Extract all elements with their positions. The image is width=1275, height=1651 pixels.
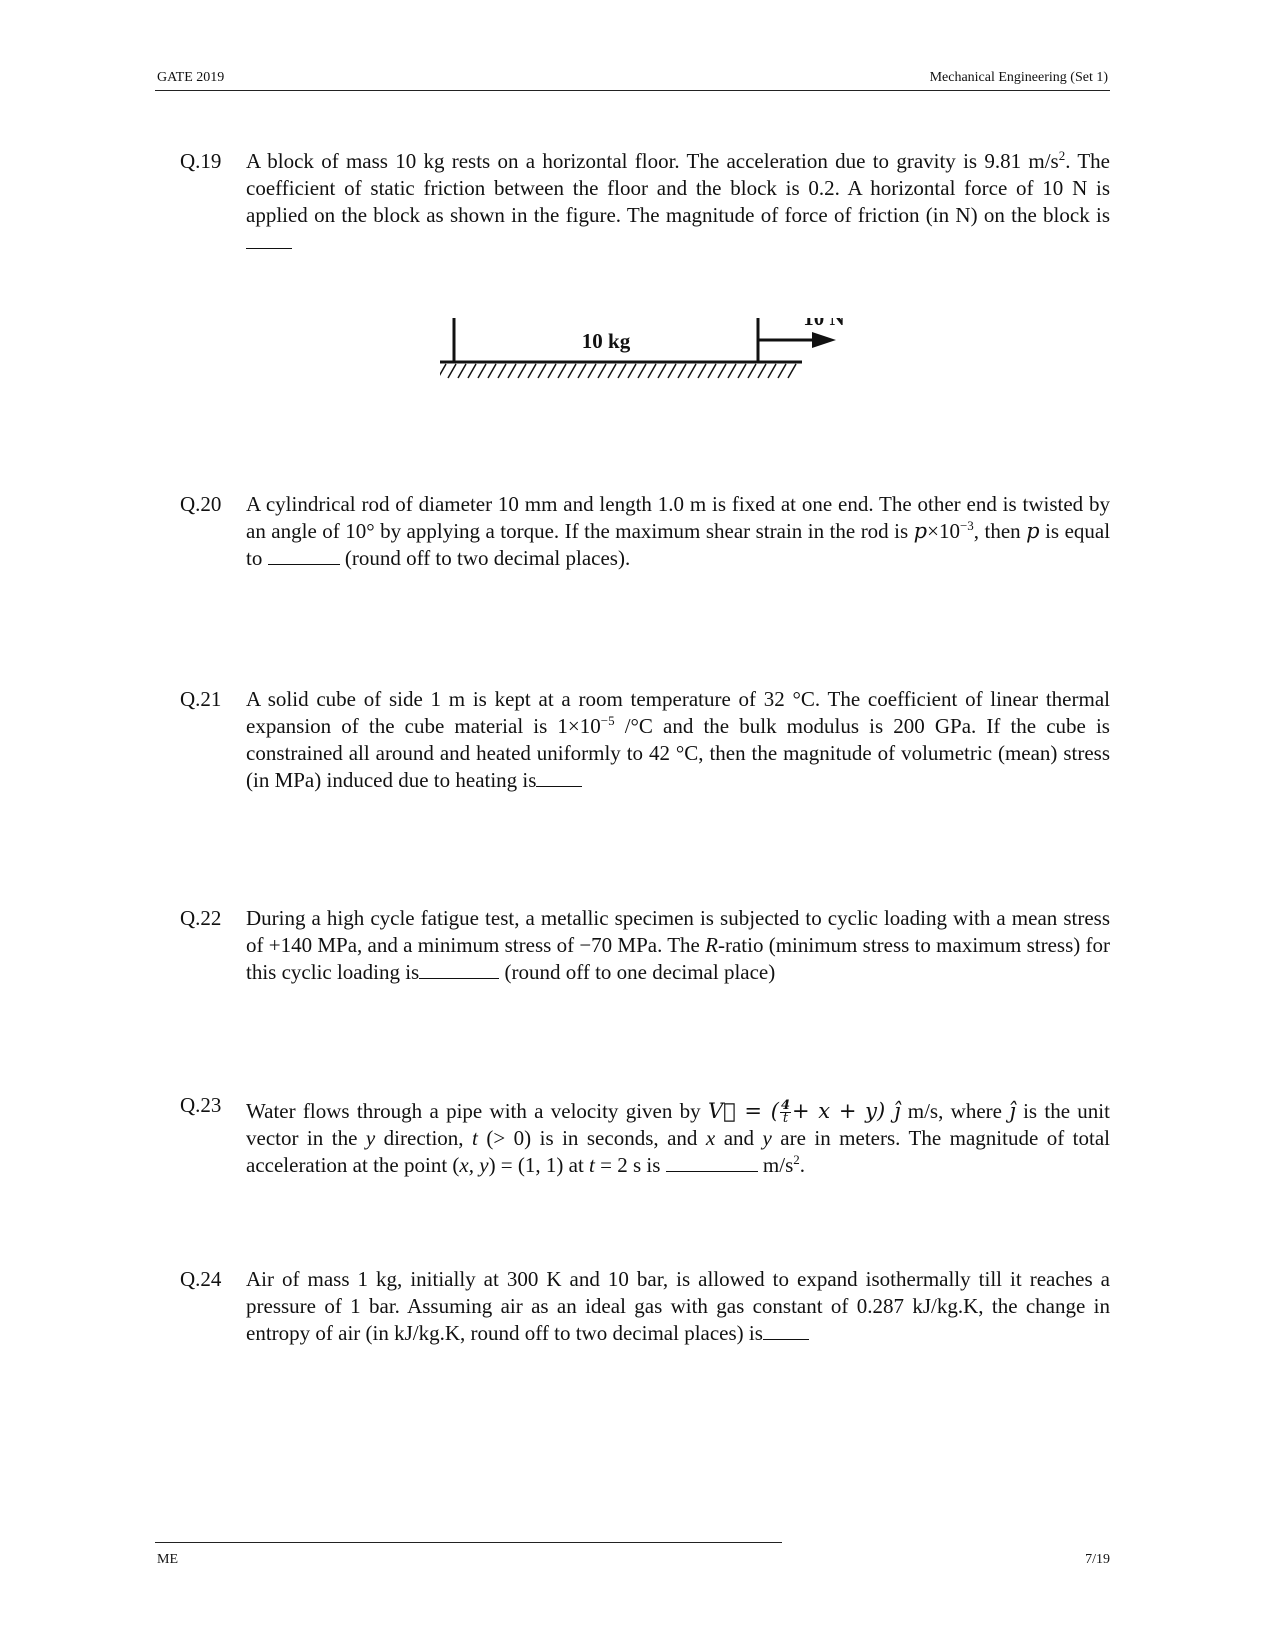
page-number: 7/19 [1085, 1552, 1110, 1567]
footer-rule [155, 1542, 782, 1543]
question-number: Q.21 [180, 687, 222, 711]
answer-blank [246, 231, 292, 249]
question-number: Q.23 [180, 1093, 222, 1117]
answer-blank [268, 547, 340, 565]
answer-blank [536, 769, 582, 787]
force-label: 10 N [803, 318, 845, 330]
answer-blank [763, 1322, 809, 1340]
answer-blank [419, 961, 499, 979]
page-header [155, 66, 1110, 91]
question-number: Q.19 [180, 149, 222, 173]
paper-title: Mechanical Engineering (Set 1) [929, 70, 1108, 85]
fraction: $\frac{4}{t}$ [780, 1098, 790, 1126]
question-number: Q.22 [180, 906, 222, 930]
mass-label: 10 kg [581, 329, 631, 353]
question-text: A block of mass 10 kg rests on a horizontal floor. The acceleration due to gravity is 9.81 $m/s^2$. The coefficient of static friction between the floor and the block is 0.2. A horizontal force of 10 N is applied on the block as shown in the figure. The magnitude of force of friction (in N) on the block is [246, 148, 1110, 256]
question-text: During a high cycle fatigue test, a metallic specimen is subjected to cyclic loading with a mean stress of +140 MPa, and a minimum stress of −70 MPa. The R-ratio (minimum stress to maximum stress) for this cyclic loading is (round off to one decimal place) [246, 906, 1110, 984]
force-arrow-head [812, 332, 836, 348]
question-number: Q.20 [180, 492, 222, 516]
floor-hatching [440, 364, 796, 378]
question-number: Q.24 [180, 1267, 222, 1291]
block-on-floor-diagram [440, 318, 880, 408]
question-text: A cylindrical rod of diameter 10 mm and length 1.0 m is fixed at one end. The other end is twisted by an angle of 10° by applying a torque. If the maximum shear strain in the rod is $p\times 10^{-3}$, then p is equal to (round off to two decimal places). [246, 492, 1111, 570]
subject-code: ME [157, 1552, 178, 1567]
question-text: A solid cube of side 1 m is kept at a room temperature of 32 °C. The coefficient of linear thermal expansion of the cube material is $1\times 10^{-5}$ /°C and the bulk modulus is 200 GPa. If the cube is constrained all around and heated uniformly to 42 °C, then the magnitude of volumetric (mean) stress (in MPa) induced due to heating is [246, 687, 1110, 792]
block-figure [440, 318, 880, 408]
question-text: Water flows through a pipe with a velocity given by V⃗ = ( $\frac{4}{t}$ + x + y) ĵ m/s, where ĵ is the unit vector in the y direction, t (> 0) is in seconds, and x and y are in meters. The magnitude of total acceleration at the point (x, y) = (1, 1) at t = 2 s is $m/s^2$. [246, 1098, 1111, 1177]
question-text: Air of mass 1 kg, initially at 300 K and 10 bar, is allowed to expand isothermally till it reaches a pressure of 1 bar. Assuming air as an ideal gas with gas constant of 0.287 kJ/kg.K, the change in entropy of air (in kJ/kg.K, round off to two decimal places) is [246, 1267, 1110, 1345]
velocity-expression: V⃗ = ( $\frac{4}{t}$ + x + y) ĵ [707, 1098, 901, 1126]
exam-title: GATE 2019 [157, 70, 225, 85]
answer-blank [666, 1154, 758, 1172]
